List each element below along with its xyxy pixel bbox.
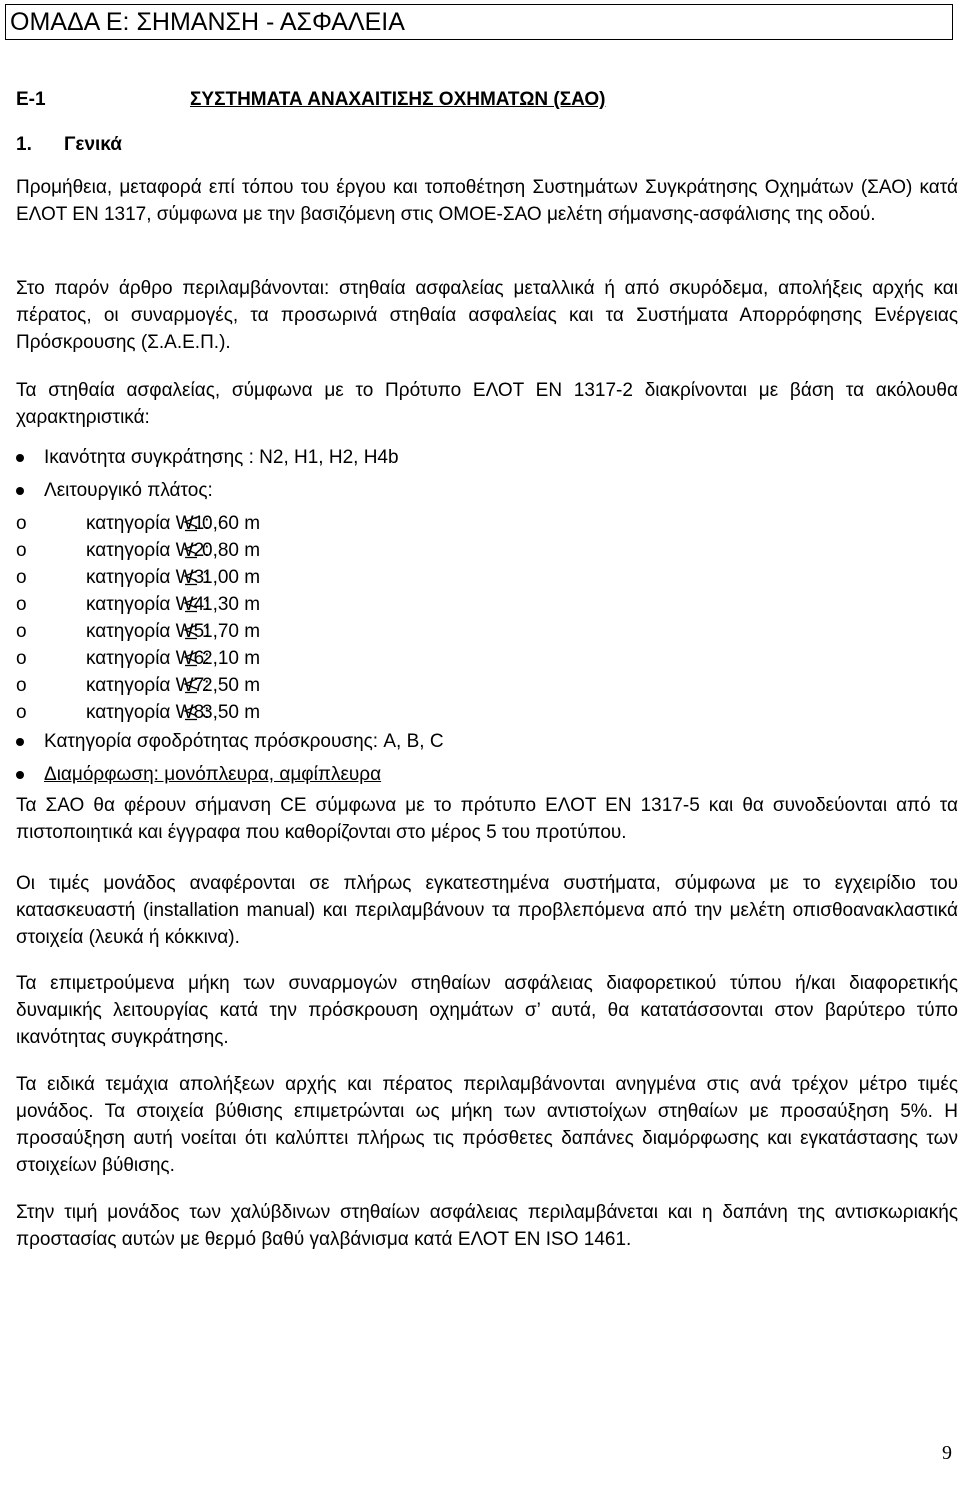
paragraph-included-items: Στο παρόν άρθρο περιλαμβάνονται: στηθαία ασφαλείας μεταλλικά ή από σκυρόδεμα, απολήξεις αρχής και πέρατος, οι συναρμογές, τα προσωρινά στηθαία ασφαλείας και τα Συστήματα Απορρόφησης Ενέργειας Πρόσκρουσης (Σ.Α.Ε.Π.).: [16, 278, 958, 353]
paragraph-terminals: Τα ειδικά τεμάχια απολήξεων αρχής και πέρατος περιλαμβάνονται ανηγμένα στις ανά τρέχον μέτρο τιμές μονάδος. Τα στοιχεία βύθισης επιμετρώνται ως μήκη των αντιστοίχων στηθαίων με προσαύξηση 5%. Η προσαύξηση αυτή νοείται ότι καλύπτει πλήρως τις πρόσθετες δαπάνες διαμόρφωσης και εγκατάστασης των στοιχείων βύθισης.: [16, 1074, 958, 1176]
width-class-label: κατηγορία W8:: [86, 702, 210, 723]
paragraph-characteristics: Τα στηθαία ασφαλείας, σύμφωνα με το Πρότυπο ΕΛΟΤ ΕΝ 1317-2 διακρίνονται με βάση τα ακόλουθα χαρακτηριστικά:: [16, 380, 958, 428]
circle-bullet-icon: o: [16, 648, 27, 669]
width-class-label: κατηγορία W7:: [86, 675, 210, 696]
width-class-label: κατηγορία W6:: [86, 648, 210, 669]
bullet-icon: [16, 738, 24, 746]
width-class-value: 2,10 m: [202, 648, 261, 669]
circle-bullet-icon: o: [16, 594, 27, 615]
heading-number: 1.: [16, 134, 32, 155]
width-class-value: 2,50 m: [202, 675, 261, 696]
list-item-text: Λειτουργικό πλάτος:: [44, 480, 213, 501]
less-than-or-equal-icon: [182, 597, 200, 613]
width-class-label: κατηγορία W2:: [86, 540, 210, 561]
circle-bullet-icon: o: [16, 567, 27, 588]
circle-bullet-icon: o: [16, 702, 27, 723]
characteristics-list: [16, 444, 958, 784]
section-code: Ε-1: [16, 89, 46, 110]
less-than-or-equal-icon: [182, 678, 200, 694]
paragraph-galvanizing: Στην τιμή μονάδος των χαλύβδινων στηθαίων ασφάλειας περιλαμβάνεται και η δαπάνη της αντισκωριακής προστασίας αυτών με θερμό βαθύ γαλβάνισμα κατά ΕΛΟΤ ΕΝ ISO 1461.: [16, 1202, 958, 1250]
group-title: ΟΜΑΔΑ Ε: ΣΗΜΑΝΣΗ - ΑΣΦΑΛΕΙΑ: [10, 8, 405, 36]
width-class-list: [16, 510, 416, 726]
list-item-text: Ικανότητα συγκράτησης : N2, H1, H2, H4b: [44, 447, 399, 468]
paragraph-scope: Προμήθεια, μεταφορά επί τόπου του έργου και τοποθέτηση Συστημάτων Συγκράτησης Οχημάτων (ΣΑΟ) κατά ΕΛΟΤ ΕΝ 1317, σύμφωνα με την βασιζόμενη στις ΟΜΟΕ-ΣΑΟ μελέτη σήμανσης-ασφάλισης της οδού.: [16, 177, 958, 225]
paragraph-unit-prices: Οι τιμές μονάδος αναφέρονται σε πλήρως εγκατεστημένα συστήματα, σύμφωνα με το εγχειρίδιο του κατασκευαστή (installation manual) και περιλαμβάνουν τα προβλεπόμενα από την μελέτη οπισθοανακλαστικά στοιχεία (λευκά ή κόκκινα).: [16, 873, 958, 948]
less-than-or-equal-icon: [182, 624, 200, 640]
less-than-or-equal-icon: [182, 516, 200, 532]
paragraph-ce-marking: Τα ΣΑΟ θα φέρουν σήμανση CE σύμφωνα με το πρότυπο ΕΛΟΤ ΕΝ 1317-5 και θα συνοδεύονται από τα πιστοποιητικά και έγγραφα που καθορίζονται στο μέρος 5 του προτύπου.: [16, 795, 958, 843]
section-title: ΣΥΣΤΗΜΑΤΑ ΑΝΑΧΑΙΤΙΣΗΣ ΟΧΗΜΑΤΩΝ (ΣΑΟ): [190, 89, 606, 110]
bullet-icon: [16, 771, 24, 779]
width-class-value: 0,80 m: [202, 540, 261, 561]
less-than-or-equal-icon: [182, 651, 200, 667]
group-title-frame: [5, 4, 953, 40]
width-class-label: κατηγορία W1:: [86, 513, 210, 534]
bullet-icon: [16, 454, 24, 462]
circle-bullet-icon: o: [16, 621, 27, 642]
less-than-or-equal-icon: [182, 570, 200, 586]
width-class-value: 1,00 m: [202, 567, 261, 588]
page-number: 9: [942, 1442, 952, 1464]
width-class-value: 1,30 m: [202, 594, 261, 615]
less-than-or-equal-icon: [182, 705, 200, 721]
list-item-text: Διαμόρφωση: μονόπλευρα, αμφίπλευρα: [44, 764, 382, 785]
width-class-value: 3,50 m: [202, 702, 261, 723]
width-class-value: 0,60 m: [202, 513, 261, 534]
less-than-or-equal-icon: [182, 543, 200, 559]
heading-text: Γενικά: [64, 134, 122, 155]
width-class-label: κατηγορία W3:: [86, 567, 210, 588]
width-class-value: 1,70 m: [202, 621, 261, 642]
circle-bullet-icon: o: [16, 540, 27, 561]
paragraph-transitions: Τα επιμετρούμενα μήκη των συναρμογών στηθαίων ασφάλειας διαφορετικού τύπου ή/και διαφορετικής δυναμικής λειτουργίας κατά την πρόσκρουση οχημάτων σ’ αυτά, θα κατατάσσονται στον βαρύτερο τύπο ικανότητας συγκράτησης.: [16, 973, 958, 1048]
circle-bullet-icon: o: [16, 513, 27, 534]
bullet-icon: [16, 487, 24, 495]
width-class-label: κατηγορία W5:: [86, 621, 210, 642]
circle-bullet-icon: o: [16, 675, 27, 696]
width-class-label: κατηγορία W4:: [86, 594, 210, 615]
list-item-text: Κατηγορία σφοδρότητας πρόσκρουσης: A, B, C: [44, 731, 444, 752]
